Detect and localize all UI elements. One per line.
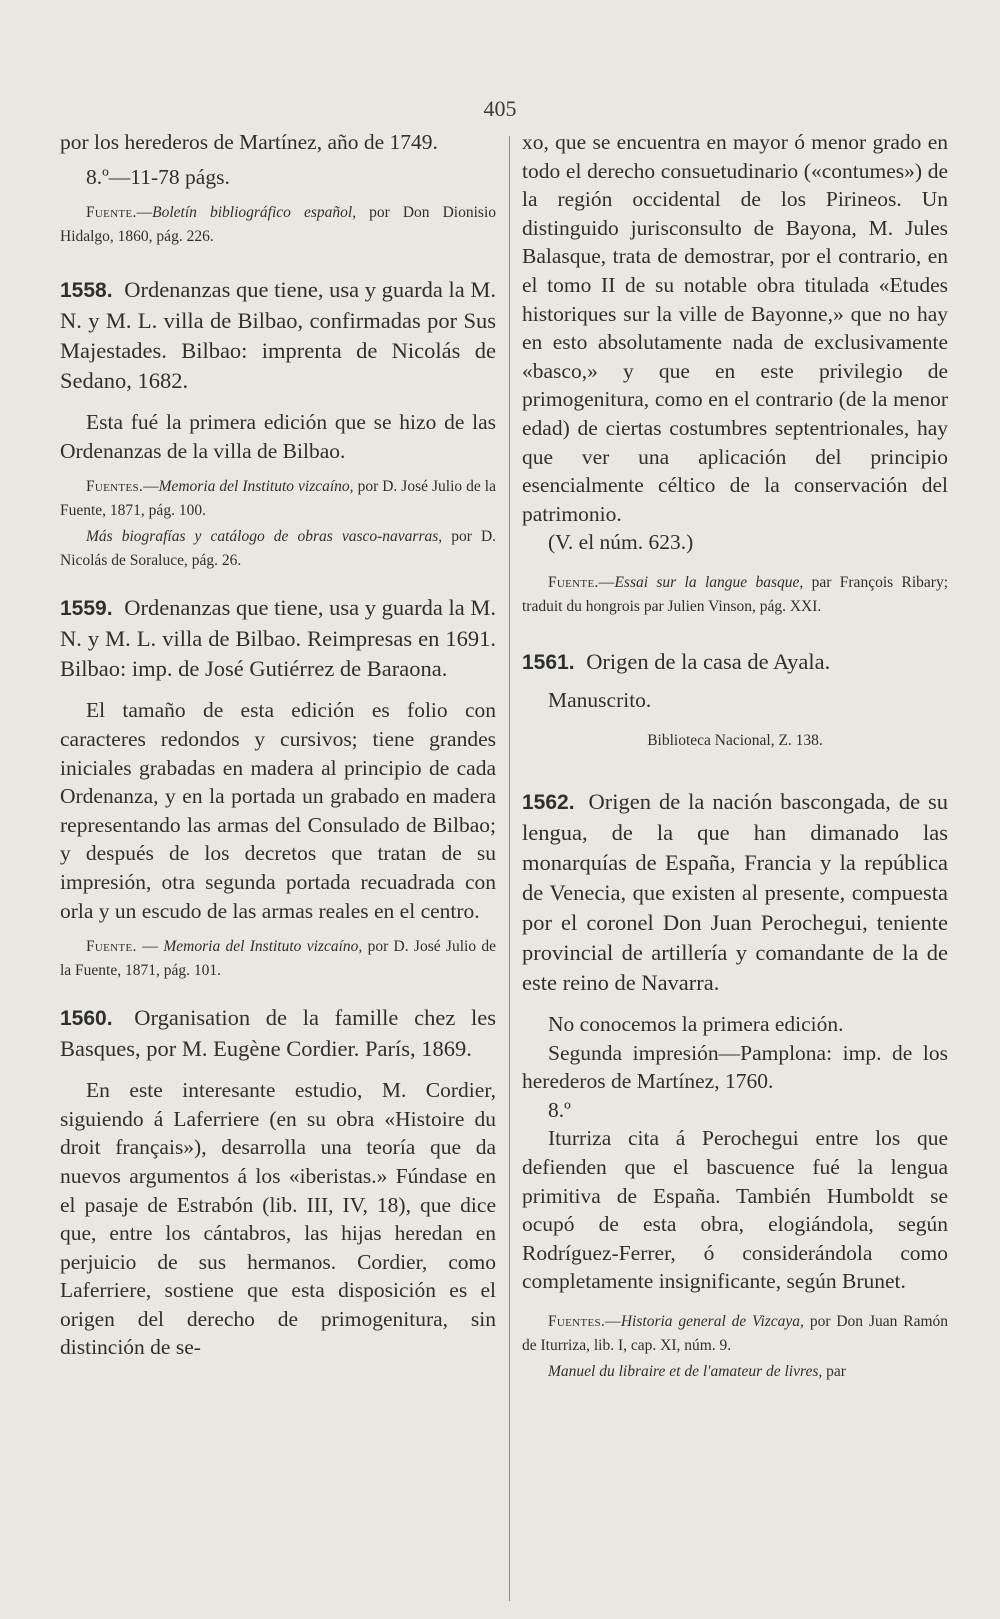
entry-number: 1559. [60,597,113,621]
source-label: Fuentes. [86,478,144,496]
source-rest: por Don Juan Ramón de Iturriza, lib. I, cap. XI, núm. 9. [522,1313,949,1355]
entry-1559-heading [60,593,496,684]
entry-number: 1561. [522,650,575,674]
entry-1561-library: Biblioteca Nacional, Z. 138. [647,731,823,749]
source-title: Más biografías y catálogo de obras vasco-navarras, [86,528,443,546]
source-rest: por D. Nicolás de Soraluce, pág. 26. [60,528,497,570]
entry-1562-heading [522,787,948,998]
entry-1562-text-1: No conocemos la primera edición. [548,1012,844,1037]
source-title: Memoria del Instituto vizcaíno, [158,478,354,496]
entry-number: 1558. [60,279,113,303]
entry-1558-source-2 [60,525,496,573]
entry-1562-text-2: Segunda impresión—Pamplona: imp. de los herederos de Martínez, 1760. [522,1040,948,1094]
source-title: Essai sur la langue basque, [614,573,804,591]
entry-1561-manuscript: Manuscrito. [548,687,652,712]
source-title: Boletín bibliográfico español, [152,204,357,222]
column-divider [509,136,510,1601]
source-label: Fuente.— [548,573,615,591]
continuation-source [522,571,948,619]
source-rest: par François Ribary; traduit du hongrois par Julien Vinson, pág. XXI. [522,573,949,615]
right-column [522,128,948,1384]
cross-reference: (V. el núm. 623.) [548,530,694,555]
entry-1560-body: En este interesante estudio, M. Cordier, siguiendo á Laferriere (en su obra «Histoire du droit français»), desarrolla una teoría que da nuevos argumentos á los «iberistas.» Fúndase en el pasaje de Estrabón (lib. III, IV, 18), que dice que, entre los cántabros, las hijas heredan en perjuicio de sus hermanos. Cordier, como Laferriere, sostiene que esta disposición es el origen del derecho de primogenitura, sin distinción de se- [60,1078,496,1360]
entry-title: Ordenanzas que tiene, usa y guarda la M. N. y M. L. villa de Bilbao, confirmadas por Sus Majestades. Bilbao: imprenta de Nicolás de Sedano, 1682. [60,277,497,394]
source-label: Fuentes.— [548,1313,621,1331]
source-label: Fuente. [86,204,137,222]
page-number: 405 [483,96,517,121]
continuation-text: xo, que se encuentra en mayor ó menor grado en todo el derecho consuetudinario («contumes») de la región occidental de los Pirineos. Un distinguido jurisconsulto de Bayona, M. Jules Balasque, trata de demostrar, por el contrario, en el tomo II de su notable obra titulada «Etudes historiques sur la ville de Bayonne,» que no hay en esto absolutamente nada de exclusivamente «basco,» y que en este privilegio de primogenitura, como en el contrario (de la menor edad) de ciertas costumbres septentrionales, hay que ver una aplicación del principio esencialmente céltico de la conservación del patrimonio. [522,130,948,526]
entry-title: Ordenanzas que tiene, usa y guarda la M. N. y M. L. villa de Bilbao. Reimpresas en 1691. Bilbao: imp. de José Gutiérrez de Baraona. [60,595,497,682]
entry-1559-source [60,935,496,983]
intro-text: por los herederos de Martínez, año de 1749. [60,130,438,154]
source-rest: por Don Dionisio Hidalgo, 1860, pág. 226. [60,204,497,246]
intro-source: Fuente.—Boletín bibliográfico español, por Don Dionisio Hidalgo, 1860, pág. 226. [60,204,497,246]
source-title: Historia general de Vizcaya, [620,1313,804,1331]
entry-1562-format: 8.º [548,1097,571,1122]
entry-1558-body: Esta fué la primera edición que se hizo de las Ordenanzas de la villa de Bilbao. [60,410,496,463]
entry-title: Origen de la nación bascongada, de su lengua, de la que han dimanado las monarquías de España, Francia y la república de Venecia, que existen al presente, compuesta por el coronel Don Juan Perochegui, teniente provincial de artillería y comandante de la de este reino de Navarra. [522,789,949,996]
entry-1558-heading [60,275,496,396]
entry-1558-source-1: Fuentes.—Memoria del Instituto vizcaíno, por D. José Julio de la Fuente, 1871, pág. 100. [60,478,496,520]
intro-format: 8.º—11-78 págs. [86,164,230,189]
source-label: Fuente. — [86,938,159,956]
entry-1561-heading [522,647,948,678]
source-rest: por D. José Julio de la Fuente, 1871, pág. 100. [60,478,496,520]
entry-title: Origen de la casa de Ayala. [586,648,831,674]
source-title: Manuel du libraire et de l'amateur de livres, [548,1363,823,1381]
entry-number: 1560. [60,1007,113,1031]
entry-number: 1562. [522,791,575,815]
entry-1559-body: El tamaño de esta edición es folio con caracteres redondos y cursivos; tiene grandes iniciales grabadas en madera al principio de cada Ordenanza, y en la portada un grabado en madera representando las armas del Consulado de Bilbao; y después de los decretos que tratan de su impresión, otra segunda portada recuadrada con orla y un escudo de las armas reales en el centro. [60,698,496,923]
entry-title: Organisation de la famille chez les Basques, por M. Eugène Cordier. París, 1869. [60,1005,496,1062]
source-rest: por D. José Julio de la Fuente, 1871, pág. 101. [60,938,497,980]
entry-1560-heading [60,1003,496,1064]
left-column [60,128,496,1362]
source-title: Memoria del Instituto vizcaíno, [163,938,363,956]
source-rest: par [826,1363,846,1381]
entry-1562-source-1 [522,1310,948,1358]
entry-1562-source-2 [522,1360,948,1384]
entry-1562-text-3: Iturriza cita á Perochegui entre los que defienden que el bascuence fué la lengua primitiva de España. También Humboldt se ocupó de esta obra, elogiándola, según Rodríguez-Ferrer, ó considerándola como completamente insignificante, según Brunet. [522,1126,948,1294]
